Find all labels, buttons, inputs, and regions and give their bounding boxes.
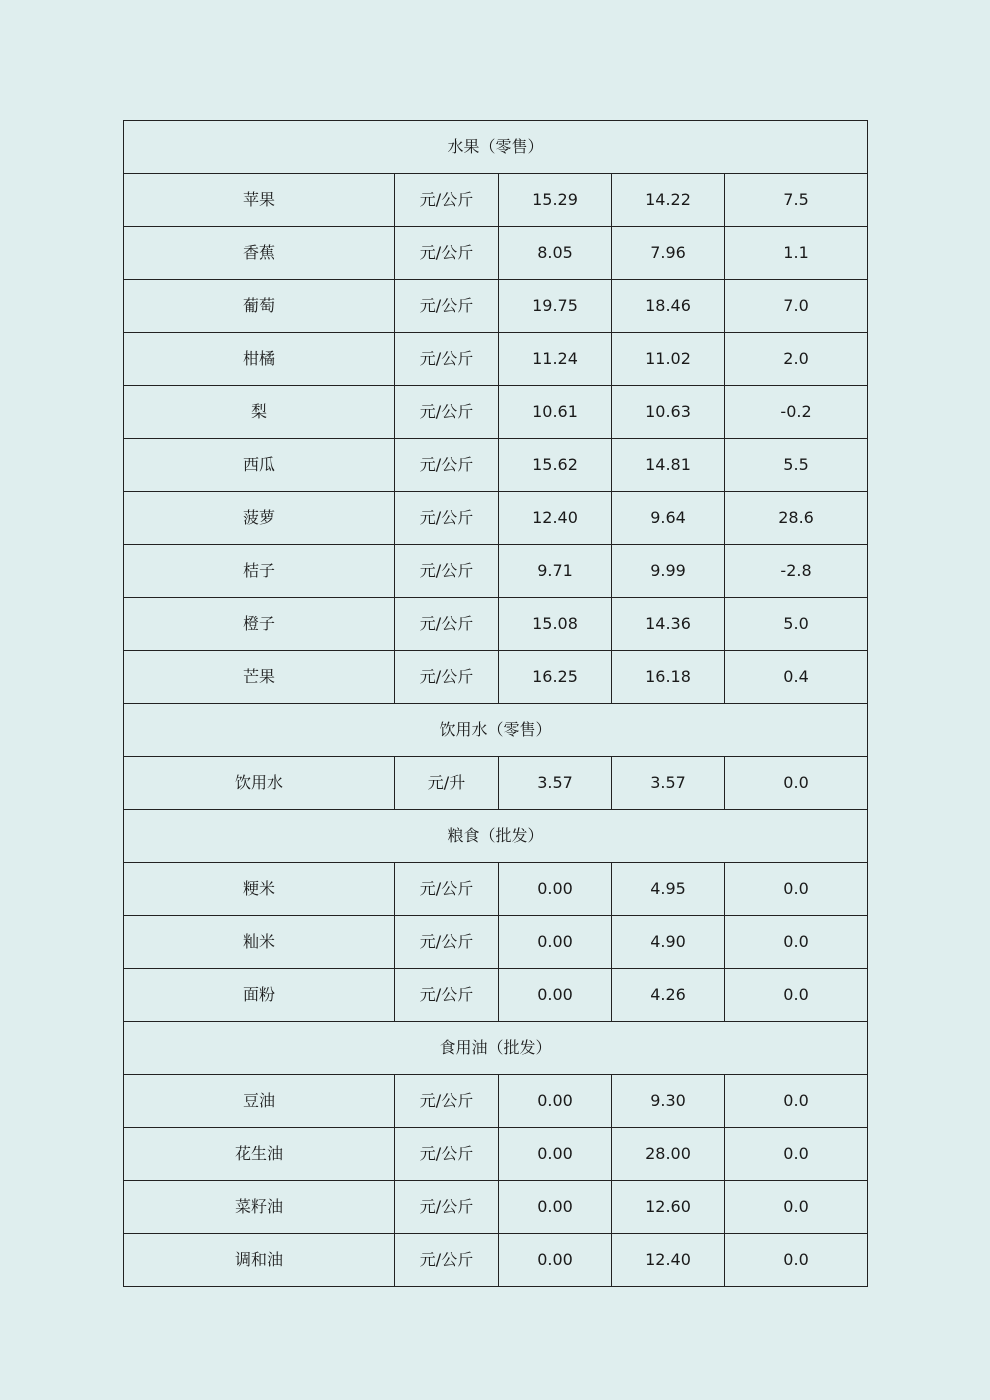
change-cell: -2.8 bbox=[725, 545, 868, 598]
table-row bbox=[124, 863, 868, 916]
unit-cell: 元/公斤 bbox=[395, 174, 499, 227]
unit-cell: 元/公斤 bbox=[395, 545, 499, 598]
item-name-cell: 菠萝 bbox=[124, 492, 395, 545]
table-row bbox=[124, 1234, 868, 1287]
change-cell: 0.0 bbox=[725, 1181, 868, 1234]
value-2-cell: 12.60 bbox=[612, 1181, 725, 1234]
value-2-cell: 10.63 bbox=[612, 386, 725, 439]
value-2-cell: 14.81 bbox=[612, 439, 725, 492]
value-2-cell: 11.02 bbox=[612, 333, 725, 386]
change-cell: 0.0 bbox=[725, 757, 868, 810]
value-2-cell: 14.22 bbox=[612, 174, 725, 227]
value-1-cell: 11.24 bbox=[499, 333, 612, 386]
value-2-cell: 4.90 bbox=[612, 916, 725, 969]
value-2-cell: 7.96 bbox=[612, 227, 725, 280]
value-1-cell: 0.00 bbox=[499, 863, 612, 916]
value-1-cell: 15.29 bbox=[499, 174, 612, 227]
item-name-cell: 梨 bbox=[124, 386, 395, 439]
table-row bbox=[124, 439, 868, 492]
change-cell: 0.0 bbox=[725, 863, 868, 916]
table-row bbox=[124, 916, 868, 969]
section-title: 饮用水（零售） bbox=[124, 704, 868, 757]
item-name-cell: 芒果 bbox=[124, 651, 395, 704]
value-1-cell: 16.25 bbox=[499, 651, 612, 704]
value-1-cell: 0.00 bbox=[499, 1128, 612, 1181]
item-name-cell: 粳米 bbox=[124, 863, 395, 916]
value-2-cell: 4.95 bbox=[612, 863, 725, 916]
table-row bbox=[124, 651, 868, 704]
value-2-cell: 9.64 bbox=[612, 492, 725, 545]
item-name-cell: 面粉 bbox=[124, 969, 395, 1022]
value-1-cell: 0.00 bbox=[499, 969, 612, 1022]
item-name-cell: 香蕉 bbox=[124, 227, 395, 280]
change-cell: 0.0 bbox=[725, 969, 868, 1022]
value-1-cell: 15.08 bbox=[499, 598, 612, 651]
value-2-cell: 18.46 bbox=[612, 280, 725, 333]
value-2-cell: 14.36 bbox=[612, 598, 725, 651]
value-1-cell: 15.62 bbox=[499, 439, 612, 492]
change-cell: 0.0 bbox=[725, 1234, 868, 1287]
price-table-body bbox=[124, 121, 868, 1287]
unit-cell: 元/公斤 bbox=[395, 333, 499, 386]
value-1-cell: 0.00 bbox=[499, 1181, 612, 1234]
value-2-cell: 9.30 bbox=[612, 1075, 725, 1128]
change-cell: 0.0 bbox=[725, 1075, 868, 1128]
unit-cell: 元/公斤 bbox=[395, 227, 499, 280]
change-cell: 0.4 bbox=[725, 651, 868, 704]
item-name-cell: 籼米 bbox=[124, 916, 395, 969]
change-cell: 7.5 bbox=[725, 174, 868, 227]
item-name-cell: 调和油 bbox=[124, 1234, 395, 1287]
table-row bbox=[124, 386, 868, 439]
unit-cell: 元/公斤 bbox=[395, 280, 499, 333]
price-table bbox=[123, 120, 868, 1287]
table-row bbox=[124, 333, 868, 386]
value-1-cell: 9.71 bbox=[499, 545, 612, 598]
value-1-cell: 8.05 bbox=[499, 227, 612, 280]
change-cell: 2.0 bbox=[725, 333, 868, 386]
value-1-cell: 0.00 bbox=[499, 1075, 612, 1128]
section-header-row bbox=[124, 1022, 868, 1075]
section-header-row bbox=[124, 121, 868, 174]
value-1-cell: 3.57 bbox=[499, 757, 612, 810]
unit-cell: 元/升 bbox=[395, 757, 499, 810]
unit-cell: 元/公斤 bbox=[395, 1234, 499, 1287]
value-1-cell: 0.00 bbox=[499, 1234, 612, 1287]
item-name-cell: 葡萄 bbox=[124, 280, 395, 333]
value-2-cell: 28.00 bbox=[612, 1128, 725, 1181]
value-1-cell: 19.75 bbox=[499, 280, 612, 333]
table-row bbox=[124, 174, 868, 227]
unit-cell: 元/公斤 bbox=[395, 1128, 499, 1181]
unit-cell: 元/公斤 bbox=[395, 1075, 499, 1128]
section-title: 食用油（批发） bbox=[124, 1022, 868, 1075]
change-cell: 0.0 bbox=[725, 916, 868, 969]
item-name-cell: 苹果 bbox=[124, 174, 395, 227]
table-row bbox=[124, 598, 868, 651]
table-row bbox=[124, 280, 868, 333]
unit-cell: 元/公斤 bbox=[395, 386, 499, 439]
change-cell: 5.0 bbox=[725, 598, 868, 651]
unit-cell: 元/公斤 bbox=[395, 439, 499, 492]
item-name-cell: 豆油 bbox=[124, 1075, 395, 1128]
change-cell: 7.0 bbox=[725, 280, 868, 333]
change-cell: -0.2 bbox=[725, 386, 868, 439]
change-cell: 1.1 bbox=[725, 227, 868, 280]
value-2-cell: 9.99 bbox=[612, 545, 725, 598]
unit-cell: 元/公斤 bbox=[395, 1181, 499, 1234]
value-1-cell: 10.61 bbox=[499, 386, 612, 439]
value-2-cell: 4.26 bbox=[612, 969, 725, 1022]
value-2-cell: 16.18 bbox=[612, 651, 725, 704]
item-name-cell: 柑橘 bbox=[124, 333, 395, 386]
item-name-cell: 饮用水 bbox=[124, 757, 395, 810]
section-header-row bbox=[124, 810, 868, 863]
table-row bbox=[124, 1128, 868, 1181]
value-1-cell: 0.00 bbox=[499, 916, 612, 969]
item-name-cell: 橙子 bbox=[124, 598, 395, 651]
unit-cell: 元/公斤 bbox=[395, 492, 499, 545]
value-2-cell: 12.40 bbox=[612, 1234, 725, 1287]
table-row bbox=[124, 969, 868, 1022]
unit-cell: 元/公斤 bbox=[395, 598, 499, 651]
unit-cell: 元/公斤 bbox=[395, 969, 499, 1022]
item-name-cell: 花生油 bbox=[124, 1128, 395, 1181]
item-name-cell: 菜籽油 bbox=[124, 1181, 395, 1234]
change-cell: 5.5 bbox=[725, 439, 868, 492]
value-2-cell: 3.57 bbox=[612, 757, 725, 810]
change-cell: 0.0 bbox=[725, 1128, 868, 1181]
unit-cell: 元/公斤 bbox=[395, 863, 499, 916]
section-header-row bbox=[124, 704, 868, 757]
item-name-cell: 西瓜 bbox=[124, 439, 395, 492]
unit-cell: 元/公斤 bbox=[395, 916, 499, 969]
item-name-cell: 桔子 bbox=[124, 545, 395, 598]
table-row bbox=[124, 1075, 868, 1128]
section-title: 水果（零售） bbox=[124, 121, 868, 174]
section-title: 粮食（批发） bbox=[124, 810, 868, 863]
change-cell: 28.6 bbox=[725, 492, 868, 545]
table-row bbox=[124, 1181, 868, 1234]
table-row bbox=[124, 227, 868, 280]
table-row bbox=[124, 545, 868, 598]
table-row bbox=[124, 492, 868, 545]
value-1-cell: 12.40 bbox=[499, 492, 612, 545]
table-row bbox=[124, 757, 868, 810]
unit-cell: 元/公斤 bbox=[395, 651, 499, 704]
